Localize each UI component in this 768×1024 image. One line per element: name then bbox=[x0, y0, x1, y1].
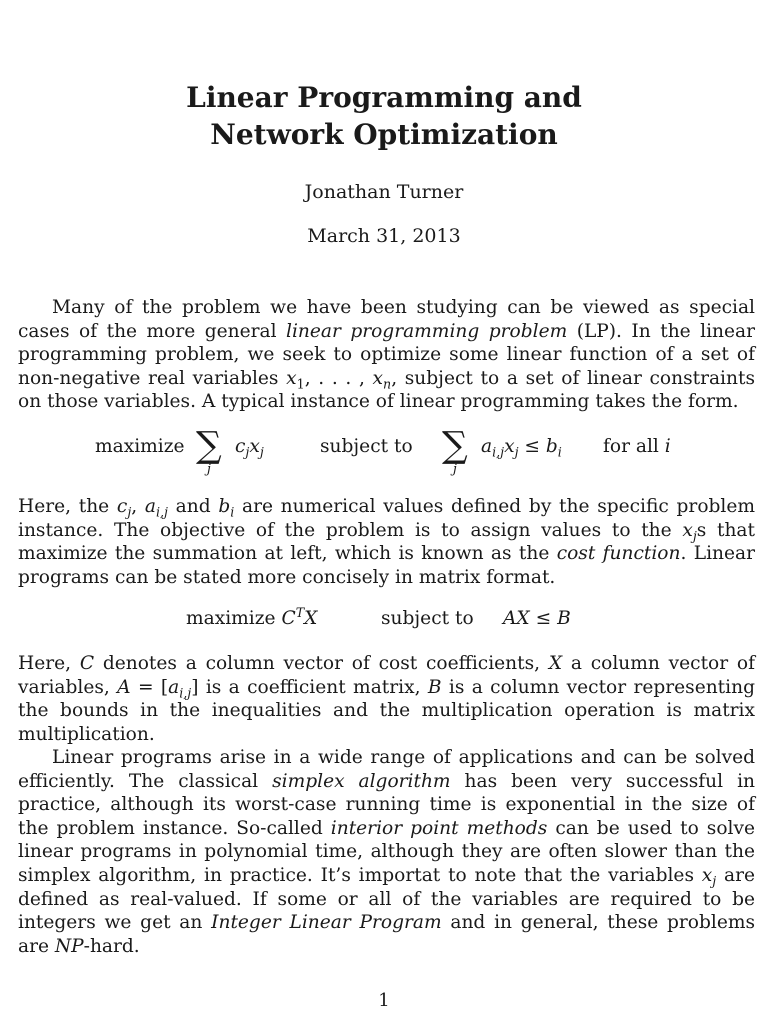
eq1-for-all: for all i bbox=[603, 436, 671, 457]
eq2-subject-to: subject to bbox=[381, 608, 474, 629]
date: March 31, 2013 bbox=[307, 225, 461, 247]
paragraph-applications: Linear programs arise in a wide range of applications and can be solved efficiently. The classical simplex algorithm has been very successful in practice, although its worst-case running time is exponential in the size of the problem instance. So-called interior point methods can be used to solve linear programs in polynomial time, although they are often slower than the simplex algorithm, in practice. It’s importat to note that the variables $x_j$ are defined as real-valued. If some or all of the variables are required to be integers we get an Integer Linear Program and in general, these problems are NP-hard. bbox=[18, 747, 756, 957]
sum-symbol-2: ∑ j bbox=[442, 425, 468, 477]
equation-matrix-form bbox=[0, 604, 768, 636]
paragraph-matrix-notation: Here, C denotes a column vector of cost coefficients, X a column vector of variables, $A = [a_{i,j}]$ is a coefficient matrix, B is a column vector representing the bounds in the inequalities and the multiplication operation is matrix multiplication. bbox=[18, 653, 756, 745]
paper-title-line-2: Network Optimization bbox=[210, 118, 558, 151]
page-number: 1 bbox=[378, 990, 390, 1011]
paper-title-line-1: Linear Programming and bbox=[186, 81, 582, 114]
eq1-objective-term: $c_jx_j$ bbox=[235, 436, 264, 460]
author: Jonathan Turner bbox=[304, 181, 464, 203]
eq2-constraint: AX ≤ B bbox=[503, 608, 571, 629]
paragraph-definitions: Here, the $c_j$, $a_{i,j}$ and $b_i$ are numerical values defined by the specific problem instance. The objective of the problem is to assign values to the $x_js$ that maximize the summation at left, which is known as the cost function. Linear programs can be stated more concisely in matrix format. bbox=[18, 496, 756, 588]
sum-symbol-1: ∑ j bbox=[196, 425, 222, 477]
paragraph-intro: Many of the problem we have been studying can be viewed as special cases of the more general linear programming problem (LP). In the linear programming problem, we seek to optimize some linear function of a set of non-negative real variables $x_1$, . . . , $x_n$, subject to a set of linear constraints on those variables. A typical instance of linear programming takes the form. bbox=[18, 297, 755, 413]
eq1-maximize: maximize bbox=[95, 436, 185, 457]
eq2-objective: maximize $C^TX$ bbox=[186, 604, 318, 629]
equation-lp-sum-form bbox=[0, 425, 768, 480]
eq1-constraint-term: $a_{i,j}x_j \le b_i$ bbox=[481, 436, 562, 460]
eq1-subject-to: subject to bbox=[320, 436, 413, 457]
